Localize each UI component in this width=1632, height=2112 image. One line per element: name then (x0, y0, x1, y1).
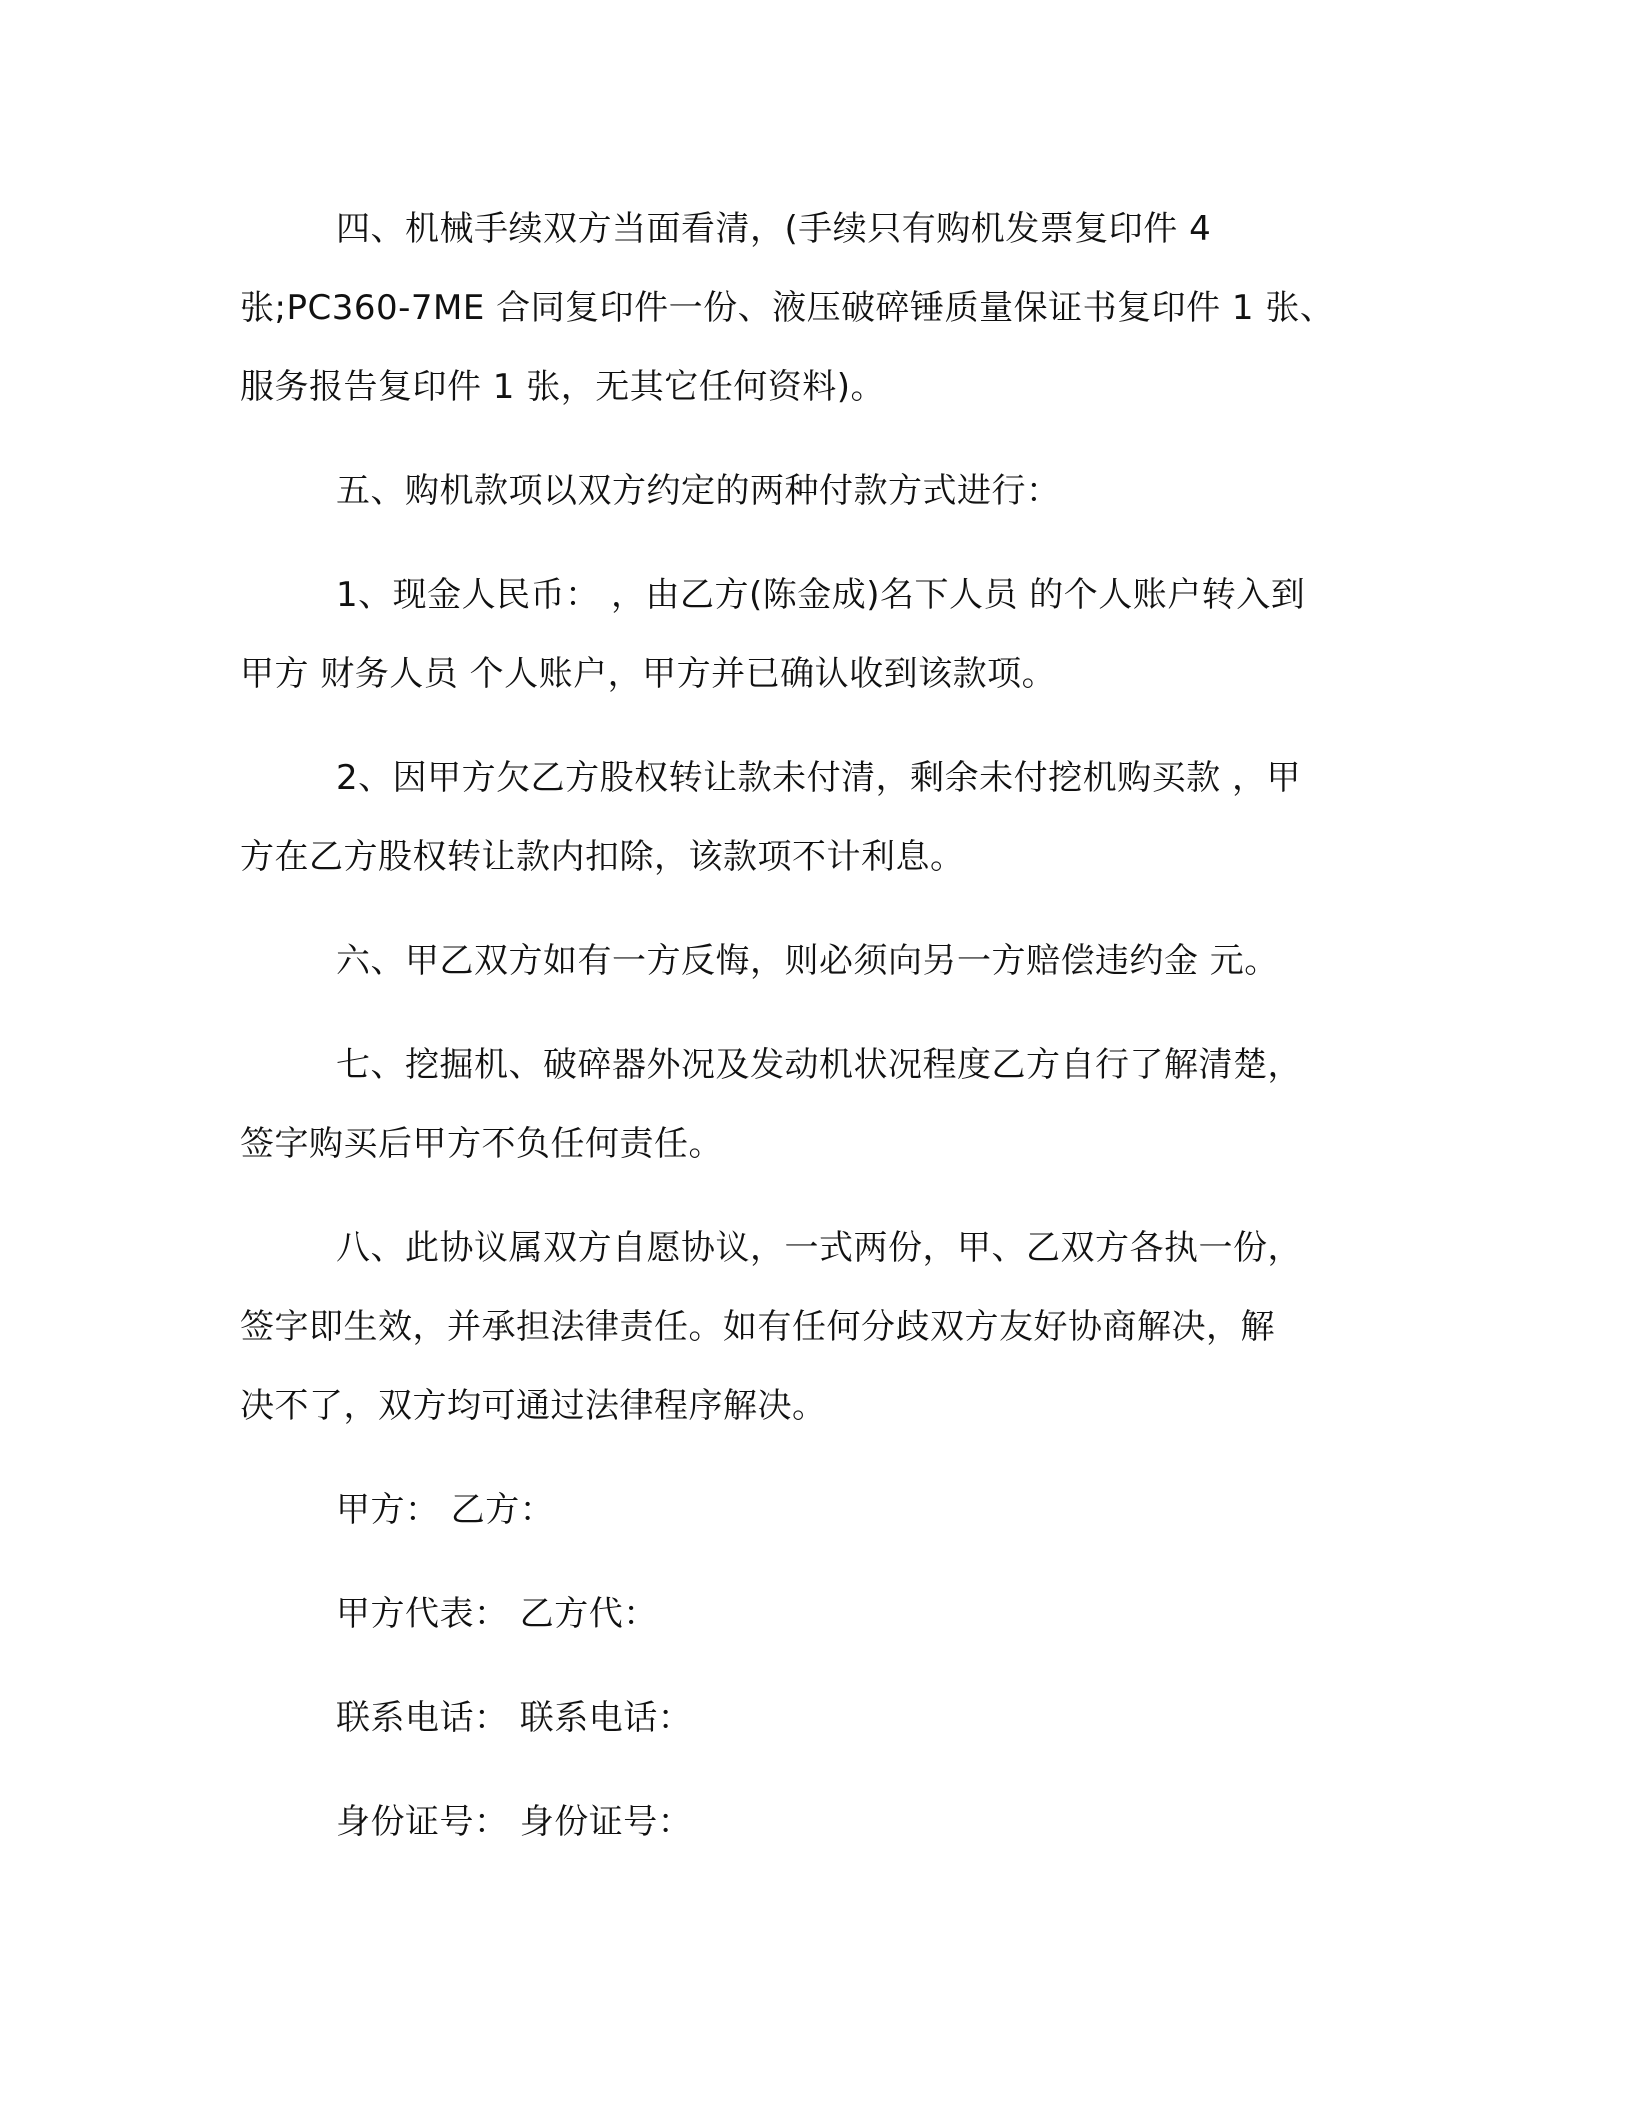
clause-seven-line-2: 签字购买后甲方不负任何责任。 (240, 1124, 723, 1164)
clause-six (240, 922, 1390, 1001)
clause-four (240, 190, 1390, 427)
document-body (240, 190, 1390, 1862)
clause-seven-line-1: 七、挖掘机、破碎器外况及发动机状况程度乙方自行了解清楚， (336, 1045, 1302, 1085)
clause-four-line-1: 四、机械手续双方当面看清，(手续只有购机发票复印件 4 (336, 209, 1212, 249)
clause-seven (240, 1026, 1390, 1184)
clause-five-line-1: 五、购机款项以双方约定的两种付款方式进行： (336, 471, 1061, 511)
clause-four-line-2: 张;PC360-7ME 合同复印件一份、液压破碎锤质量保证书复印件 1 张、 (240, 288, 1335, 328)
clause-five-item-2-line-2: 方在乙方股权转让款内扣除，该款项不计利息。 (240, 837, 965, 877)
clause-five-item-2-line-1: 2、因甲方欠乙方股权转让款未付清，剩余未付挖机购买款 ，甲 (336, 758, 1301, 798)
clause-eight (240, 1209, 1390, 1446)
signature-party-line: 甲方： 乙方： (336, 1490, 555, 1530)
clause-eight-line-3: 决不了，双方均可通过法律程序解决。 (240, 1386, 827, 1426)
clause-six-line-1: 六、甲乙双方如有一方反悔，则必须向另一方赔偿违约金 元。 (336, 941, 1279, 981)
signature-phone-line: 联系电话： 联系电话： (336, 1698, 693, 1738)
signature-representative-line: 甲方代表： 乙方代： (336, 1594, 658, 1634)
clause-five (240, 452, 1390, 531)
clause-five-item-1-line-1: 1、现金人民币： ，由乙方(陈金成)名下人员 的个人账户转入到 (336, 575, 1306, 615)
clause-five-item-1 (240, 556, 1390, 714)
clause-eight-line-1: 八、此协议属双方自愿协议，一式两份，甲、乙双方各执一份， (336, 1228, 1302, 1268)
clause-five-item-2 (240, 739, 1390, 897)
signature-block (240, 1471, 1390, 1862)
signature-id-line: 身份证号： 身份证号： (336, 1802, 693, 1842)
clause-eight-line-2: 签字即生效，并承担法律责任。如有任何分歧双方友好协商解决，解 (240, 1307, 1275, 1347)
clause-five-item-1-line-2: 甲方 财务人员 个人账户，甲方并已确认收到该款项。 (240, 654, 1057, 694)
clause-four-line-3: 服务报告复印件 1 张，无其它任何资料)。 (240, 367, 886, 407)
